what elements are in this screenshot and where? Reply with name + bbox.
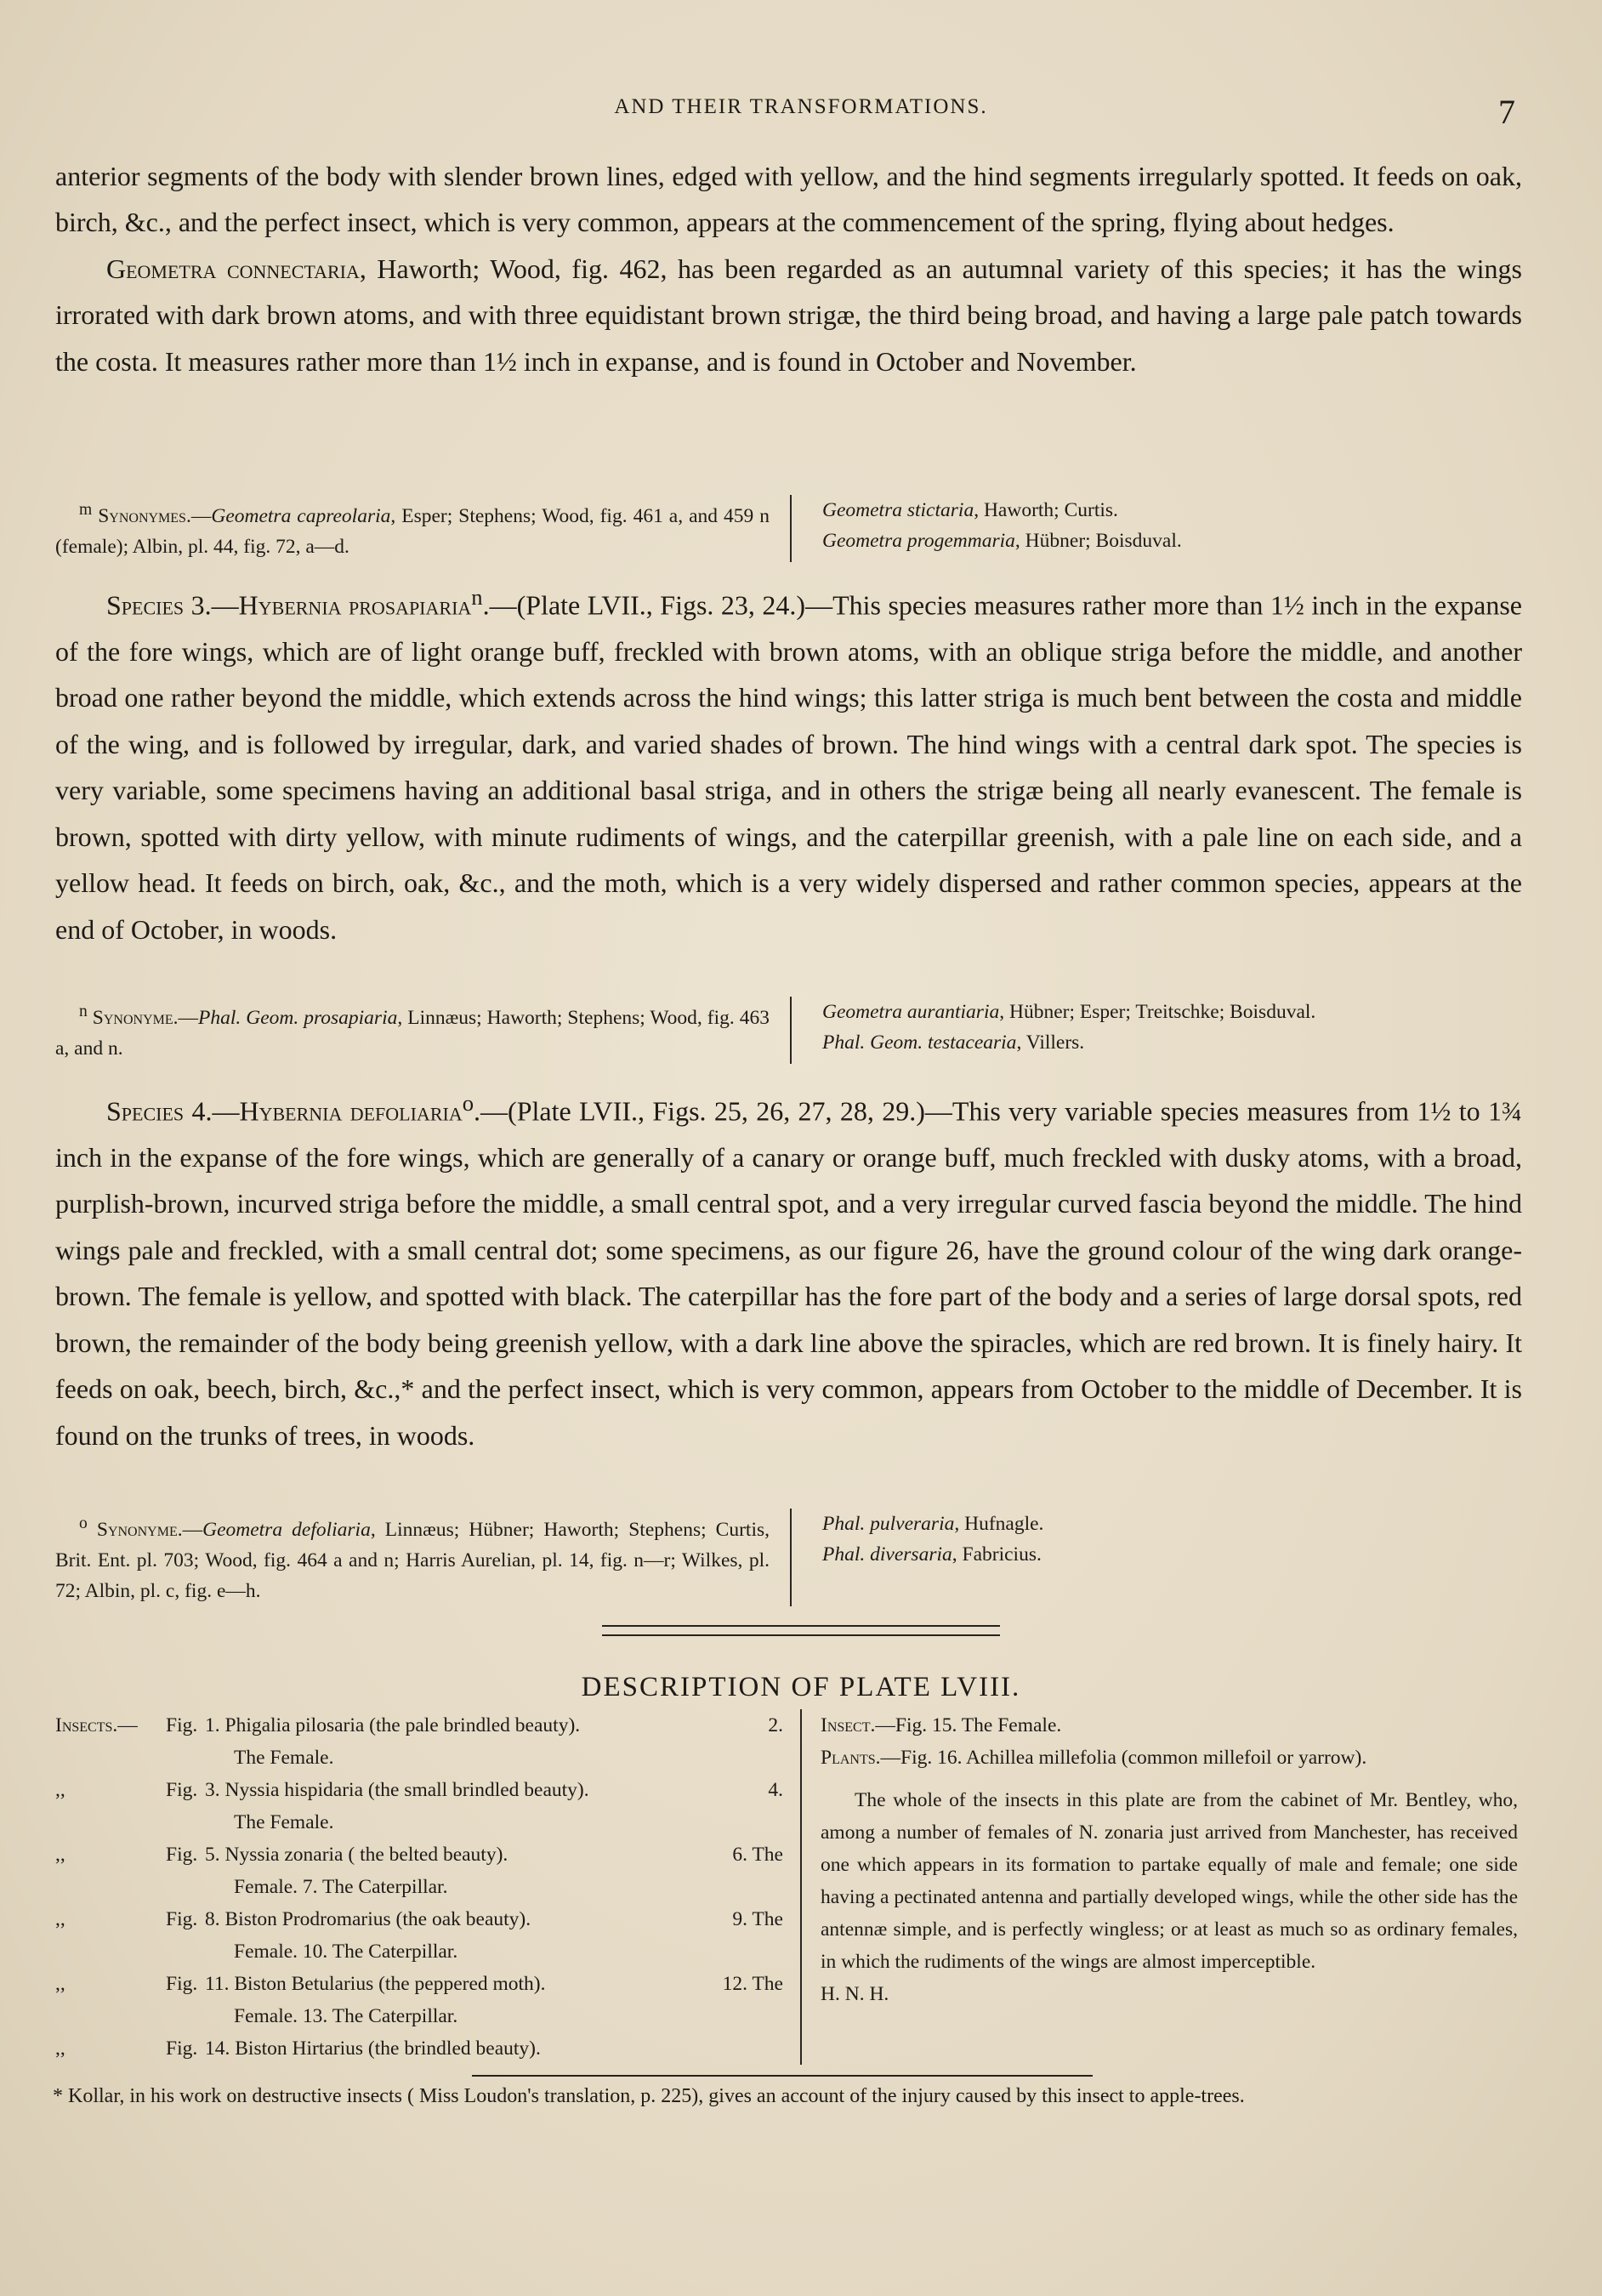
plate-notes-column xyxy=(802,1709,1518,2065)
ditto-mark: ,, xyxy=(55,1908,65,1930)
species-heading: Species 4.—Hybernia defoliaria xyxy=(106,1095,463,1127)
author-initials: H. N. H. xyxy=(821,1983,889,2005)
synonyme-line: Phal. diversaria, Fabricius. xyxy=(822,1543,1042,1566)
plate-figure-entry: ,, Fig. 11. Biston Betularius (the peppered moth). 12. The Female. 13. The Caterpillar. xyxy=(55,1968,783,2032)
synonymes-left-column xyxy=(55,495,792,562)
synonyme-label: Synonyme.— xyxy=(96,1518,203,1541)
species-4-section xyxy=(55,1080,1522,1458)
synonymes-right-column xyxy=(792,997,1315,1064)
ditto-mark: ,, xyxy=(55,1844,65,1866)
synonymes-left-column xyxy=(55,1509,792,1606)
paragraph-geometra-connectaria xyxy=(55,246,1522,384)
plate-insect-entry: Insect.—Fig. 15. The Female. xyxy=(821,1714,1062,1736)
footnote-mark: m xyxy=(79,501,93,519)
plate-insects-column xyxy=(55,1709,802,2065)
synonyme-name: Geometra capreolaria xyxy=(211,504,391,527)
synonymes-left-column xyxy=(55,997,792,1064)
plate-figure-entry: ,, Fig. 14. Biston Hirtarius (the brindled beauty). xyxy=(55,2032,783,2065)
paragraph-continued: anterior segments of the body with slender brown lines, edged with yellow, and the hind segments irregularly spotted. It feeds on oak, birch, &c., and the perfect insect, which is very common, appears at the commencement of the spring, flying about hedges. xyxy=(55,161,1522,238)
plate-figure-entry: ,, Fig. 5. Nyssia zonaria ( the belted beauty). 6. The Female. 7. The Caterpillar. xyxy=(55,1839,783,1903)
plate-figure-entry: ,, Fig. 8. Biston Prodromarius (the oak beauty). 9. The Female. 10. The Caterpillar. xyxy=(55,1903,783,1968)
running-head: AND THEIR TRANSFORMATIONS. xyxy=(614,95,988,118)
footnote-mark: n xyxy=(79,1003,88,1020)
footnote-mark: o xyxy=(79,1515,88,1532)
paragraph-text: .—(Plate LVII., Figs. 25, 26, 27, 28, 29.)—This very variable species measures from 1½ to 1¾ inch in the expanse of the fore wings, which are generally of a canary or orange buff, much freckled with dusky atoms, with a broad, purplish-brown, incurved striga before the middle, a small central spot, and a very irregular curved fascia beyond the middle. The hind wings pale and freckled, with a small central dot; some specimens, as our figure 26, have the ground colour of the wing dark orange-brown. The female is yellow, and spotted with black. The caterpillar has the fore part of the body and a series of large dorsal spots, red brown, the remainder of the body being greenish yellow, with a dark line above the spiracles, which are red brown. It is finely hairy. It feeds on oak, beech, birch, &c.,* and the perfect insect, which is very common, appears from October to the middle of December. It is found on the trunks of trees, in woods. xyxy=(55,1095,1522,1451)
synonyme-label: Synonymes.— xyxy=(98,504,212,527)
plate-note: The whole of the insects in this plate are from the cabinet of Mr. Bentley, who, among a number of females of N. zonaria just arrived from Manchester, has received one which appears in its formation to partake equally of male and female; one side having a pectinated antenna and partially developed wings, while the other side has the antennæ simple, and is perfectly wingless; or at least as much so as ordinary females, in which the rudiments of the wings are almost imperceptible. xyxy=(821,1789,1518,1973)
paragraph-species-4 xyxy=(55,1080,1522,1458)
synonyme-o xyxy=(55,1509,1522,1606)
page-footnote xyxy=(53,2085,1524,2108)
synonymes-right-column xyxy=(792,1509,1043,1606)
synonyme-n xyxy=(55,997,1522,1064)
synonyme-text: , Esper; Stephens; Wood, fig. 461 a, and 459 n (female); Albin, pl. 44, fig. 72, a—d. xyxy=(55,504,770,558)
double-rule-divider xyxy=(602,1625,1000,1636)
plate-figure-entry: Insects.— Fig. 1. Phigalia pilosaria (the pale brindled beauty). 2. The Female. xyxy=(55,1709,783,1774)
species-name: Geometra connectaria xyxy=(106,253,360,284)
synonyme-line: Phal. Geom. testacearia, Villers. xyxy=(822,1031,1085,1054)
intro-section xyxy=(55,153,1522,384)
footnote-rule xyxy=(472,2075,1093,2077)
footnote-mark: n xyxy=(471,584,483,610)
plate-title: DESCRIPTION OF PLATE LVIII. xyxy=(581,1672,1021,1702)
synonymes-m xyxy=(55,495,1522,562)
synonyme-name: Phal. Geom. prosapiaria xyxy=(198,1006,398,1029)
synonymes-right-column xyxy=(792,495,1182,562)
ditto-mark: ,, xyxy=(55,2037,65,2060)
synonyme-line: Geometra stictaria, Haworth; Curtis. xyxy=(822,499,1118,521)
page-number: 7 xyxy=(1498,93,1515,131)
synonyme-line: Phal. pulveraria, Hufnagle. xyxy=(822,1513,1044,1535)
synonyme-line: Geometra progemmaria, Hübner; Boisduval. xyxy=(822,530,1182,552)
paragraph-species-3 xyxy=(55,574,1522,952)
ditto-mark: ,, xyxy=(55,1973,65,1995)
synonyme-line: Geometra aurantiaria, Hübner; Esper; Treitschke; Boisduval. xyxy=(822,1001,1316,1023)
footnote-mark: o xyxy=(462,1090,474,1116)
synonyme-text: , Linnæus; Hübner; Haworth; Stephens; Curtis, Brit. Ent. pl. 703; Wood, fig. 464 a and n; Harris Aurelian, pl. 14, fig. n—r; Wilkes, pl. 72; Albin, pl. c, fig. e—h. xyxy=(55,1518,770,1602)
plate-description xyxy=(55,1709,1522,2065)
synonyme-text: , Linnæus; Haworth; Stephens; Wood, fig. 463 a, and n. xyxy=(55,1006,770,1060)
species-heading: Species 3.—Hybernia prosapiaria xyxy=(106,589,472,621)
plate-plants-entry: Plants.—Fig. 16. Achillea millefolia (common millefoil or yarrow). xyxy=(821,1747,1367,1769)
ditto-mark: ,, xyxy=(55,1779,65,1801)
species-3-section xyxy=(55,574,1522,952)
insects-label: Insects.— xyxy=(55,1714,138,1736)
asterisk-mark: * xyxy=(53,2085,63,2107)
paragraph-text: , Haworth; Wood, fig. 462, has been regarded as an autumnal variety of this species; it has the wings irrorated with dark brown atoms, and with three equidistant brown strigæ, the third being broad, and having a large pale patch towards the costa. It measures rather more than 1½ inch in expanse, and is found in October and November. xyxy=(55,253,1523,377)
footnote-text: Kollar, in his work on destructive insects ( Miss Loudon's translation, p. 225), gives an account of the injury caused by this insect to apple-trees. xyxy=(63,2085,1245,2107)
paragraph-text: .—(Plate LVII., Figs. 23, 24.)—This species measures rather more than 1½ inch in the expanse of the fore wings, which are of light orange buff, freckled with brown atoms, with an oblique striga before the middle, and another broad one rather beyond the middle, which extends across the hind wings; this latter striga is much bent between the costa and middle of the wing, and is followed by irregular, dark, and varied shades of brown. The hind wings with a central dark spot. The species is very variable, some specimens having an additional basal striga, and in others the strigæ being all nearly evanescent. The female is brown, spotted with dirty yellow, with minute rudiments of wings, and the caterpillar greenish, with a pale line on each side, and a yellow head. It feeds on birch, oak, &c., and the moth, which is a very widely dispersed and rather common species, appears at the end of October, in woods. xyxy=(55,589,1522,945)
synonyme-name: Geometra defoliaria xyxy=(202,1518,371,1541)
synonyme-label: Synonyme.— xyxy=(92,1006,198,1029)
plate-figure-entry: ,, Fig. 3. Nyssia hispidaria (the small brindled beauty). 4. The Female. xyxy=(55,1774,783,1839)
